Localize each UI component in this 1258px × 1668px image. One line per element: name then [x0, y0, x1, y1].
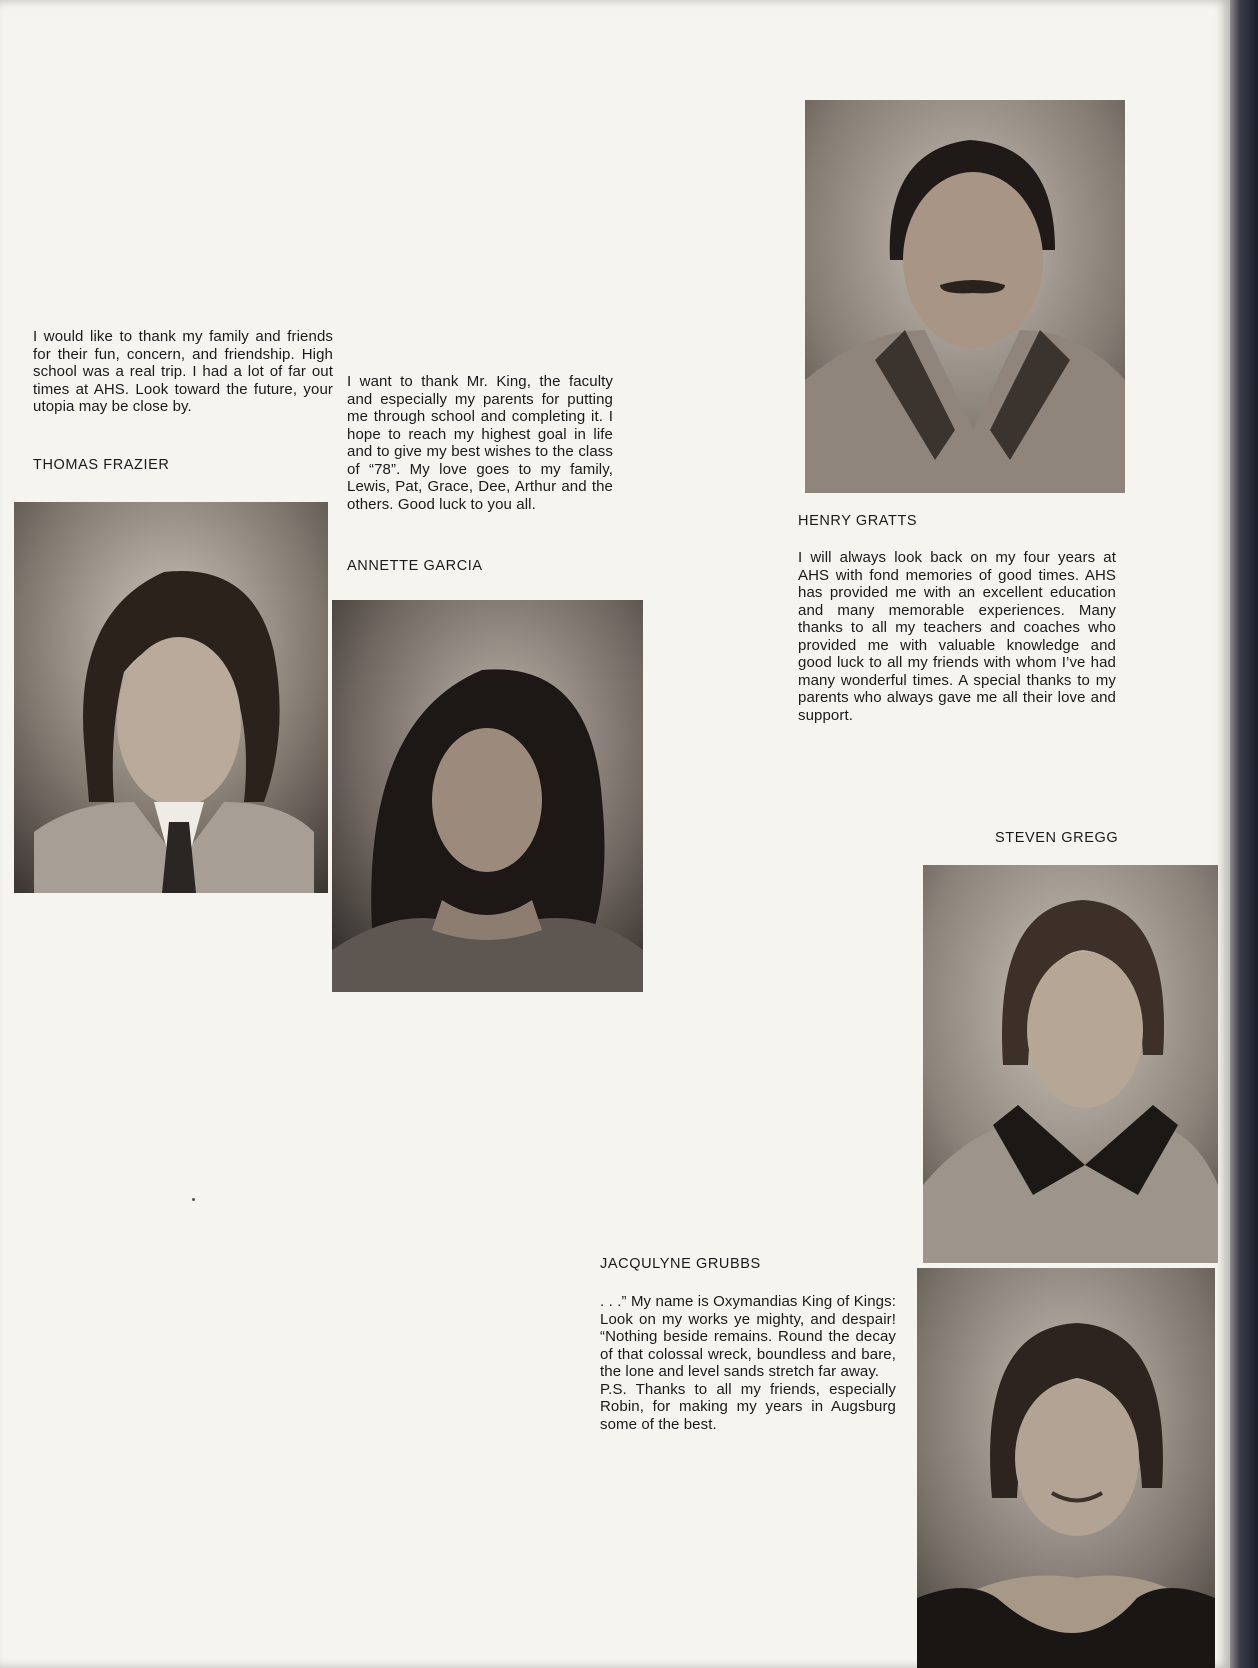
thomas-frazier-portrait [14, 502, 328, 893]
henry-gratts-blurb: I will always look back on my four years at AHS with fond memories of good times. AHS has provided me with an excellent education and many memorable experiences. Many thanks to all my teachers and coaches who provided me with valuable knowledge and good luck to all my friends with whom I’ve had many wonderful times. A special thanks to my parents who always gave me all their love and support. [798, 549, 1116, 724]
henry-gratts-portrait [805, 100, 1125, 493]
annette-garcia-name: ANNETTE GARCIA [347, 558, 483, 574]
jacqulyne-grubbs-blurb: . . .” My name is Oxymandias King of Kings: Look on my works ye mighty, and despair! “Nothing beside remains. Round the decay of that colossal wreck, boundless and bare, the lone and level sands stretch far away. P.S. Thanks to all my friends, especially Robin, for making my years in Augsburg some of the best. [600, 1293, 896, 1433]
annette-garcia-portrait [332, 600, 643, 992]
annette-garcia-blurb: I want to thank Mr. King, the faculty and especially my parents for putting me through school and completing it. I hope to reach my highest goal in life and to give my best wishes to the class of “78”. My love goes to my family, Lewis, Pat, Grace, Dee, Arthur and the others. Good luck to you all. [347, 373, 613, 513]
jacqulyne-grubbs-name: JACQULYNE GRUBBS [600, 1256, 761, 1272]
book-binding-edge [1230, 0, 1258, 1668]
jacqulyne-grubbs-portrait [917, 1268, 1215, 1668]
thomas-frazier-name: THOMAS FRAZIER [33, 457, 170, 473]
steven-gregg-name: STEVEN GREGG [995, 830, 1119, 846]
print-speck [192, 1198, 195, 1201]
henry-gratts-name: HENRY GRATTS [798, 513, 918, 529]
thomas-frazier-blurb: I would like to thank my family and friends for their fun, concern, and friendship. High school was a real trip. I had a lot of far out times at AHS. Look toward the future, your utopia may be close by. [33, 328, 333, 415]
steven-gregg-portrait [923, 865, 1218, 1263]
